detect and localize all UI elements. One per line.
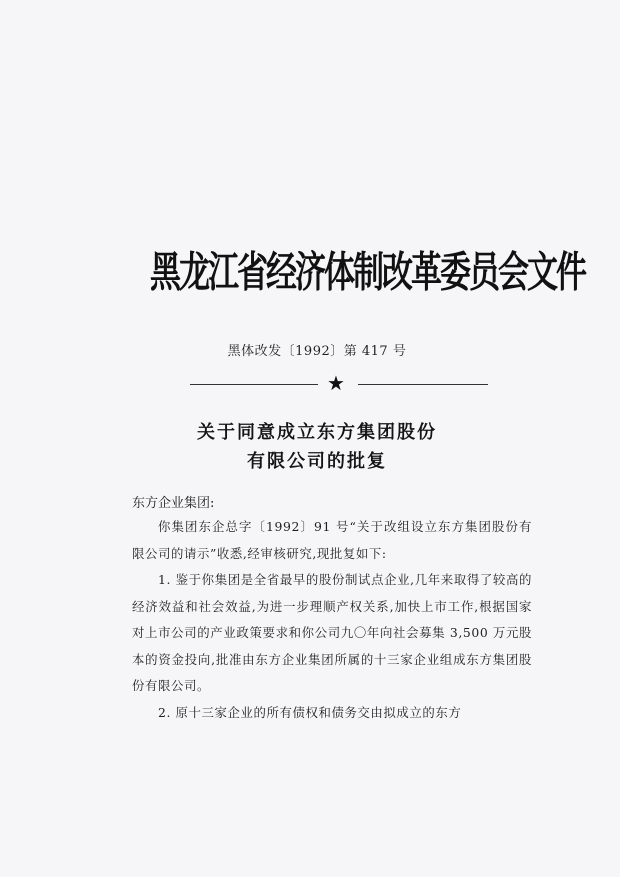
document-header-title: 黑龙江省经济体制改革委员会文件 — [150, 248, 585, 298]
document-number: 黑体改发〔1992〕第 417 号 — [227, 344, 407, 359]
star-icon: ★ — [327, 371, 345, 395]
subject-line-2: 有限公司的批复 — [247, 451, 387, 472]
body-text — [132, 514, 532, 726]
subject-line-1: 关于同意成立东方集团股份 — [197, 422, 437, 443]
divider-right — [358, 384, 488, 385]
salutation: 东方企业集团: — [132, 496, 215, 511]
divider-left — [190, 384, 318, 385]
body-paragraph-1: 你集团东企总字〔1992〕91 号“关于改组设立东方集团股份有限公司的请示”收悉,经审核研究,现批复如下: — [132, 519, 532, 561]
body-paragraph-2: 1. 鉴于你集团是全省最早的股份制试点企业,几年来取得了较高的经济效益和社会效益,为进一步理顺产权关系,加快上市工作,根据国家对上市公司的产业政策要求和你公司九〇年向社会募集 3,500 万元股本的资金投向,批准由东方企业集团所属的十三家企业组成东方集团股份有限公司。 — [132, 572, 532, 693]
body-paragraph-3: 2. 原十三家企业的所有债权和债务交由拟成立的东方 — [158, 704, 462, 720]
